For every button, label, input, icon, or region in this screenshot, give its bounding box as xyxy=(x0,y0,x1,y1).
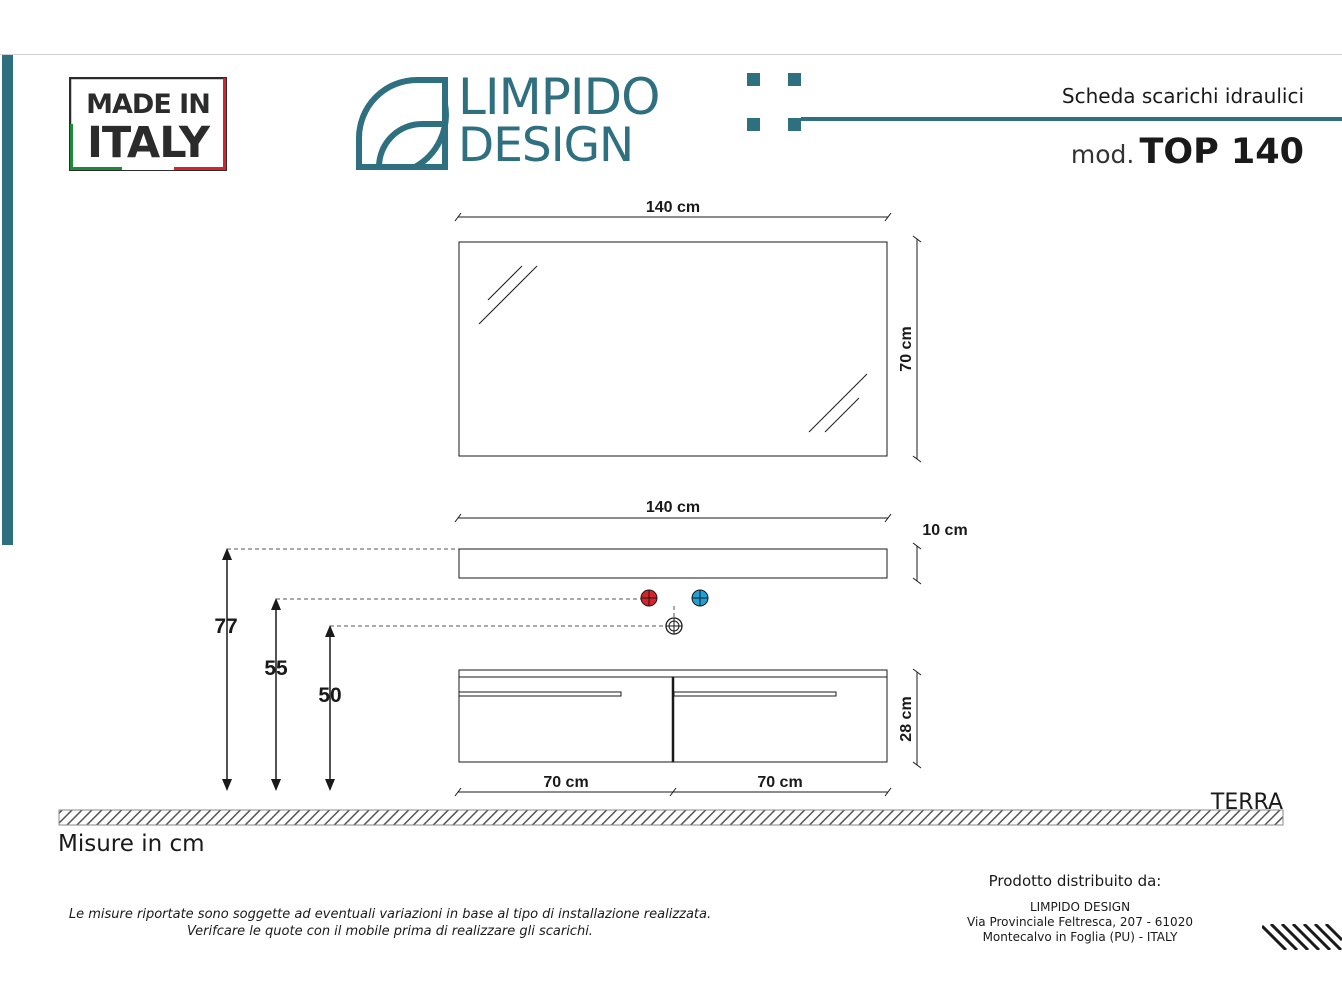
worktop xyxy=(459,549,887,578)
cabinet-width-dimension xyxy=(455,774,891,796)
mirror xyxy=(459,242,887,456)
model-name: TOP 140 xyxy=(1139,132,1304,172)
drain-height-label: 50 xyxy=(318,684,342,707)
right-drawer-width-label: 70 cm xyxy=(757,774,803,791)
mirror-width-label: 140 cm xyxy=(645,199,701,216)
height-50-arrow xyxy=(318,625,341,791)
distributor-info xyxy=(930,872,1230,945)
distributor-address-line1: Via Provinciale Feltresca, 207 - 61020 xyxy=(967,915,1193,929)
height-55-arrow xyxy=(264,598,288,791)
top-height-label: 77 xyxy=(214,615,238,638)
corner-hatch-decoration xyxy=(1262,924,1342,950)
cabinet-height-dimension xyxy=(898,669,921,768)
brand-name: LIMPIDO xyxy=(458,68,660,126)
distributor-address-line2: Montecalvo in Foglia (PU) - ITALY xyxy=(982,930,1178,944)
worktop-width-label: 140 cm xyxy=(645,499,701,516)
drawer-left-handle-icon xyxy=(459,692,621,696)
sheet-title: Scheda scarichi idraulici xyxy=(1061,84,1304,108)
model-prefix: mod. xyxy=(1070,140,1135,169)
mirror-height-label: 70 cm xyxy=(898,326,915,372)
disclaimer-line2: Verifcare le quote con il mobile prima di realizzare gli scarichi. xyxy=(187,924,593,939)
drain-connection-icon xyxy=(666,618,682,634)
mirror-width-dimension xyxy=(455,199,891,221)
drawer-right xyxy=(673,677,887,762)
worktop-width-dimension xyxy=(455,499,891,522)
distributor-heading: Prodotto distribuito da: xyxy=(988,872,1162,890)
worktop-thickness-label: 10 cm xyxy=(922,522,968,539)
supply-height-label: 55 xyxy=(264,657,288,680)
mirror-height-dimension xyxy=(898,236,921,462)
floor-label: TERRA xyxy=(1210,790,1283,815)
worktop-thickness-dimension xyxy=(913,522,968,584)
disclaimer xyxy=(40,906,740,940)
disclaimer-line1: Le misure riportate sono soggette ad eventuali variazioni in base al tipo di installazione realizzata. xyxy=(68,907,712,922)
badge-line1: MADE IN xyxy=(86,89,210,120)
cabinet-height-label: 28 cm xyxy=(898,696,915,742)
cold-water-connection-icon xyxy=(692,590,708,606)
height-77-arrow xyxy=(214,548,237,791)
drawer-left xyxy=(459,677,673,762)
badge-line2: ITALY xyxy=(86,118,210,168)
left-drawer-width-label: 70 cm xyxy=(543,774,589,791)
drawer-right-handle-icon xyxy=(674,692,836,696)
distributor-name: LIMPIDO DESIGN xyxy=(1029,900,1131,914)
cabinet xyxy=(459,670,887,762)
units-note: Misure in cm xyxy=(58,831,205,857)
brand-subtitle: DESIGN xyxy=(458,118,634,173)
hot-water-connection-icon xyxy=(641,590,657,606)
